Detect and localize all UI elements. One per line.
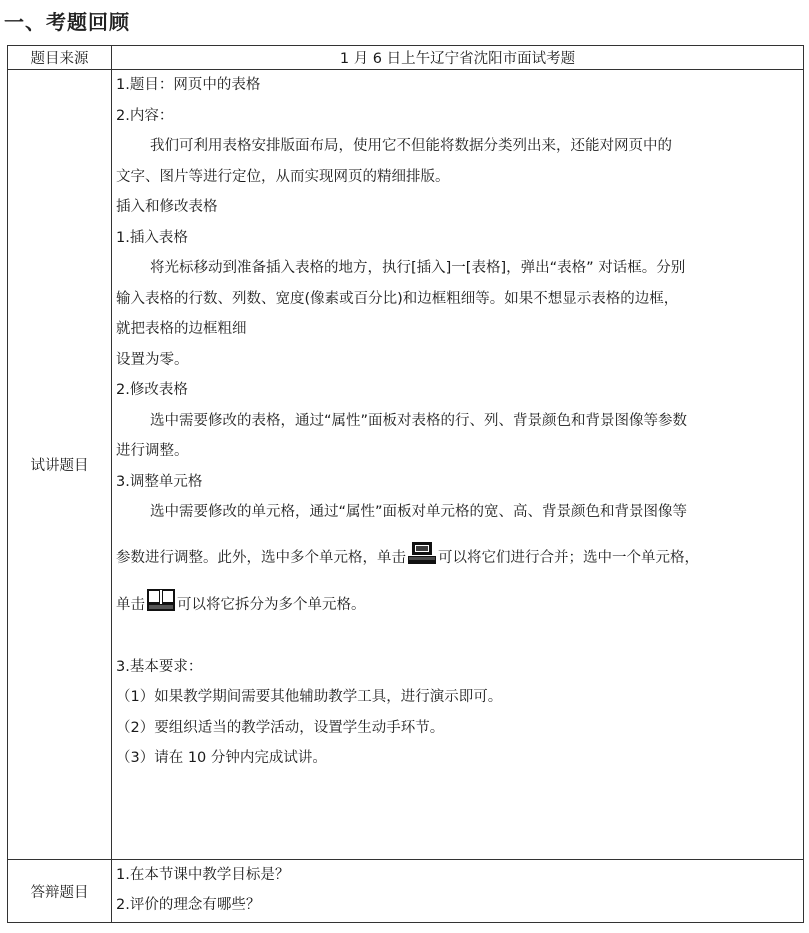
content-paragraph-line [116,528,799,588]
content-paragraph-line: 选中需要修改的单元格，通过“属性”面板对单元格的宽、高、背景颜色和背景图像等 [150,504,688,520]
content-paragraph-line: 我们可利用表格安排版面布局，使用它不但能将数据分类列出来，还能对网页中的 [150,138,672,154]
step-heading: 3.调整单元格 [116,473,203,490]
defense-content [112,860,804,923]
defense-label: 答辩题目 [8,860,112,923]
split-cell-icon [146,589,176,611]
text-segment: 可以将它拆分为多个单元格。 [177,596,366,613]
step-heading: 2.修改表格 [116,382,188,398]
subsection-title: 插入和修改表格 [116,199,218,215]
requirement-item: （2）要组织适当的教学活动，设置学生动手环节。 [116,719,445,736]
content-paragraph-line [116,588,799,622]
lecture-label: 试讲题目 [8,70,112,860]
text-segment: 参数进行调整。此外，选中多个单元格，单击 [116,549,406,566]
content-paragraph-line: 选中需要修改的表格，通过“属性”面板对表格的行、列、背景颜色和背景图像等参数 [150,412,688,429]
section-heading: 一、考题回顾 [4,10,130,34]
source-value: 1 月 6 日上午辽宁省沈阳市面试考题 [112,46,804,70]
source-row [8,46,804,70]
defense-question: 2.评价的理念有哪些？ [116,897,261,913]
spacer [116,622,799,652]
requirement-item: （3）请在 10 分钟内完成试讲。 [116,750,327,766]
requirements-heading: 3.基本要求： [116,658,203,675]
content-paragraph-line: 进行调整。 [116,443,189,459]
defense-row [8,860,804,923]
content-paragraph-line: 将光标移动到准备插入表格的地方，执行[插入]一[表格]，弹出“表格” 对话框。分别 [150,260,686,276]
content-paragraph-line: 就把表格的边框粗细 [116,321,247,337]
lecture-row [8,70,804,860]
merge-cells-icon [407,530,437,552]
text-segment: 可以将它们进行合并；选中一个单元格， [438,549,699,566]
lecture-content [112,70,804,860]
defense-question: 1.在本节课中教学目标是？ [116,867,290,883]
content-paragraph-line: 输入表格的行数、列数、宽度(像素或百分比)和边框粗细等。如果不想显示表格的边框， [116,290,679,307]
text-segment: 单击 [116,596,145,613]
requirement-item: （1）如果教学期间需要其他辅助教学工具，进行演示即可。 [116,689,503,705]
content-paragraph-line: 文字、图片等进行定位，从而实现网页的精细排版。 [116,168,450,185]
step-heading: 1.插入表格 [116,229,188,246]
source-label: 题目来源 [8,46,112,70]
content-heading: 2.内容： [116,107,174,124]
content-paragraph-line: 设置为零。 [116,351,189,368]
exam-table [7,45,804,923]
topic-line: 1.题目：网页中的表格 [116,77,261,93]
